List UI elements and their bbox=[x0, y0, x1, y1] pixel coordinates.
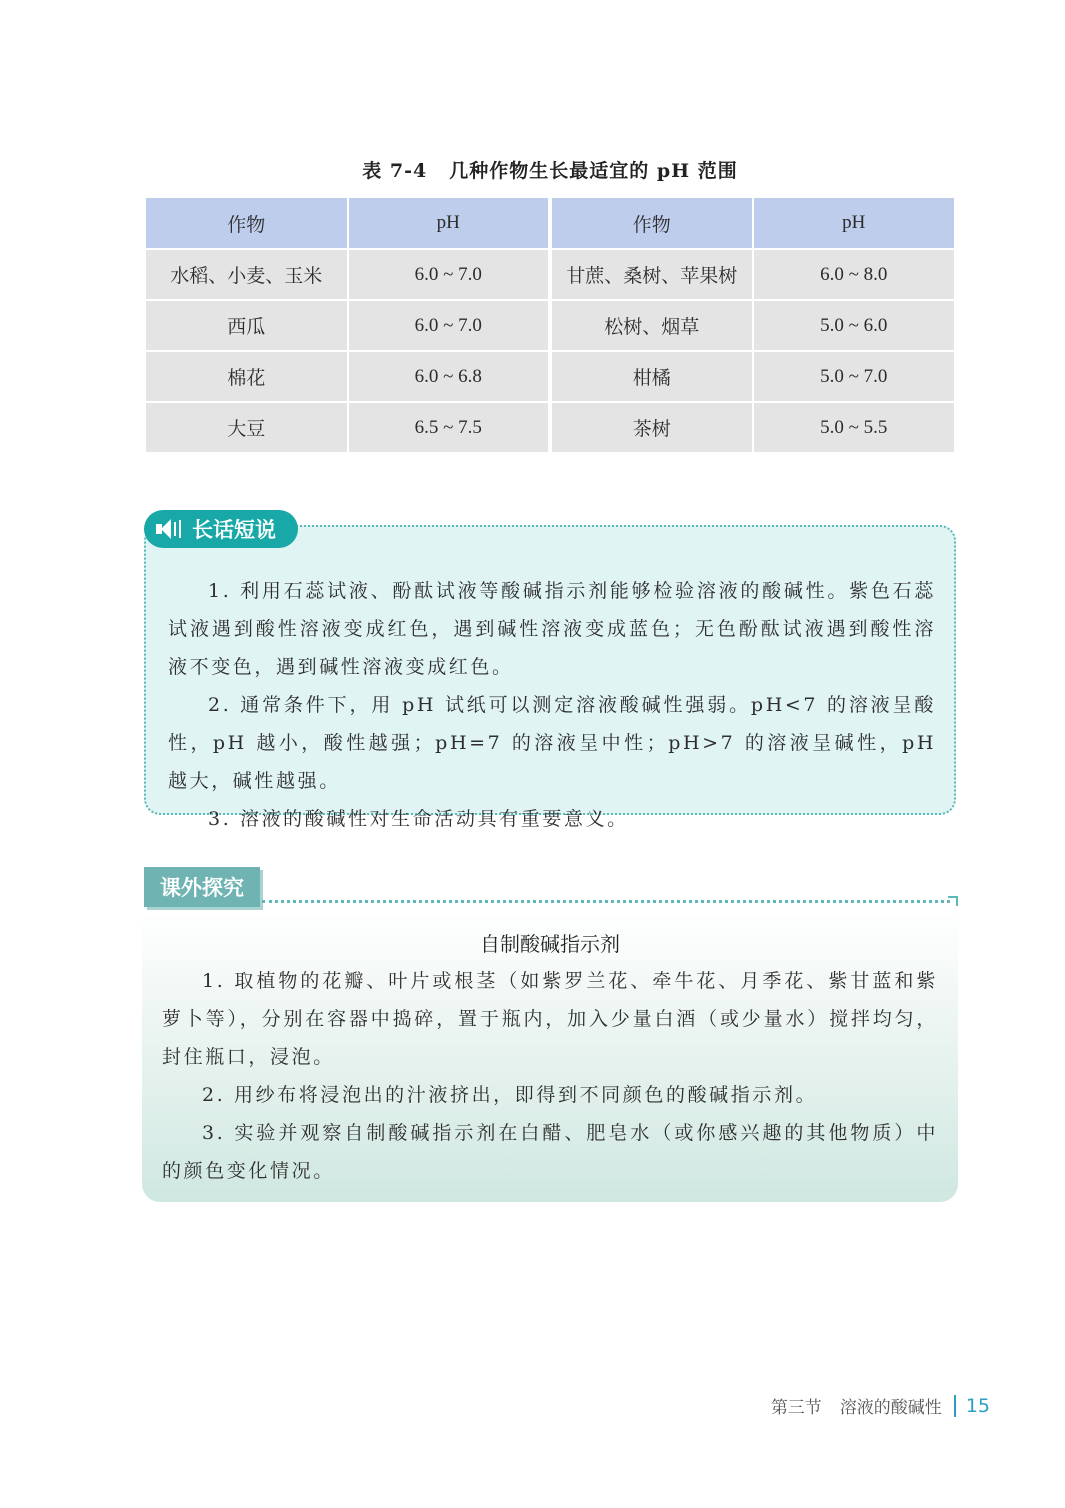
explore-box bbox=[142, 912, 958, 1202]
page-footer bbox=[771, 1393, 990, 1418]
crop-cell: 西瓜 bbox=[145, 300, 348, 351]
footer-section: 第三节 bbox=[770, 1398, 822, 1418]
explore-title: 自制酸碱指示剂 bbox=[480, 932, 620, 956]
footer-title: 溶液的酸碱性 bbox=[839, 1398, 942, 1418]
summary-label: 长话短说 bbox=[192, 518, 276, 542]
crop-cell: 柑橘 bbox=[550, 351, 753, 402]
header-crop-2: 作物 bbox=[550, 197, 753, 249]
header-ph-2: pH bbox=[753, 197, 956, 249]
corner-mark-icon bbox=[948, 896, 958, 906]
crop-cell: 大豆 bbox=[145, 402, 348, 453]
header-ph-1: pH bbox=[348, 197, 551, 249]
crop-cell: 水稻、小麦、玉米 bbox=[145, 249, 348, 300]
ph-cell: 6.0 ~ 7.0 bbox=[348, 249, 551, 300]
crop-cell: 松树、烟草 bbox=[550, 300, 753, 351]
explore-label-tab bbox=[144, 867, 260, 907]
page-number: 15 bbox=[965, 1394, 990, 1417]
footer-separator bbox=[954, 1395, 956, 1417]
table-row bbox=[145, 351, 955, 402]
ph-cell: 5.0 ~ 6.0 bbox=[753, 300, 956, 351]
explore-label: 课外探究 bbox=[160, 876, 244, 900]
table-row bbox=[145, 300, 955, 351]
ph-cell: 6.0 ~ 6.8 bbox=[348, 351, 551, 402]
table-header-row bbox=[145, 197, 955, 249]
table-number: 表 7-4 bbox=[362, 160, 428, 182]
summary-label-tab bbox=[144, 510, 298, 548]
summary-paragraph-3: 3. 溶液的酸碱性对生命活动具有重要意义。 bbox=[208, 808, 629, 830]
dotted-divider bbox=[262, 900, 950, 903]
crop-cell: 甘蔗、桑树、苹果树 bbox=[550, 249, 753, 300]
ph-cell: 6.5 ~ 7.5 bbox=[348, 402, 551, 453]
table-row bbox=[145, 402, 955, 453]
ph-cell: 5.0 ~ 7.0 bbox=[753, 351, 956, 402]
table-row bbox=[145, 249, 955, 300]
crop-cell: 棉花 bbox=[145, 351, 348, 402]
header-crop-1: 作物 bbox=[145, 197, 348, 249]
speaker-icon bbox=[156, 519, 186, 539]
table-title: 几种作物生长最适宜的 pH 范围 bbox=[449, 160, 738, 182]
crop-ph-table bbox=[144, 196, 956, 454]
explore-paragraph-2: 2. 用纱布将浸泡出的汁液挤出，即得到不同颜色的酸碱指示剂。 bbox=[202, 1084, 818, 1106]
summary-box bbox=[144, 525, 956, 830]
explore-paragraph-1: 1. 取植物的花瓣、叶片或根茎（如紫罗兰花、牵牛花、月季花、紫甘蓝和紫萝卜等），分别在容器中捣碎，置于瓶内，加入少量白酒（或少量水）搅拌均匀，封住瓶口，浸泡。 bbox=[162, 970, 938, 1068]
summary-paragraph-2: 2. 通常条件下，用 pH 试纸可以测定溶液酸碱性强弱。pH<7 的溶液呈酸性，pH 越小，酸性越强；pH=7 的溶液呈中性；pH>7 的溶液呈碱性，pH 越大，碱性越强。 bbox=[168, 694, 936, 792]
ph-cell: 6.0 ~ 7.0 bbox=[348, 300, 551, 351]
table-caption bbox=[0, 156, 1065, 183]
ph-cell: 6.0 ~ 8.0 bbox=[753, 249, 956, 300]
ph-cell: 5.0 ~ 5.5 bbox=[753, 402, 956, 453]
summary-paragraph-1: 1. 利用石蕊试液、酚酞试液等酸碱指示剂能够检验溶液的酸碱性。紫色石蕊试液遇到酸性溶液变成红色，遇到碱性溶液变成蓝色；无色酚酞试液遇到酸性溶液不变色，遇到碱性溶液变成红色。 bbox=[168, 580, 936, 678]
crop-cell: 茶树 bbox=[550, 402, 753, 453]
explore-paragraph-3: 3. 实验并观察自制酸碱指示剂在白醋、肥皂水（或你感兴趣的其他物质）中的颜色变化情况。 bbox=[162, 1122, 938, 1182]
